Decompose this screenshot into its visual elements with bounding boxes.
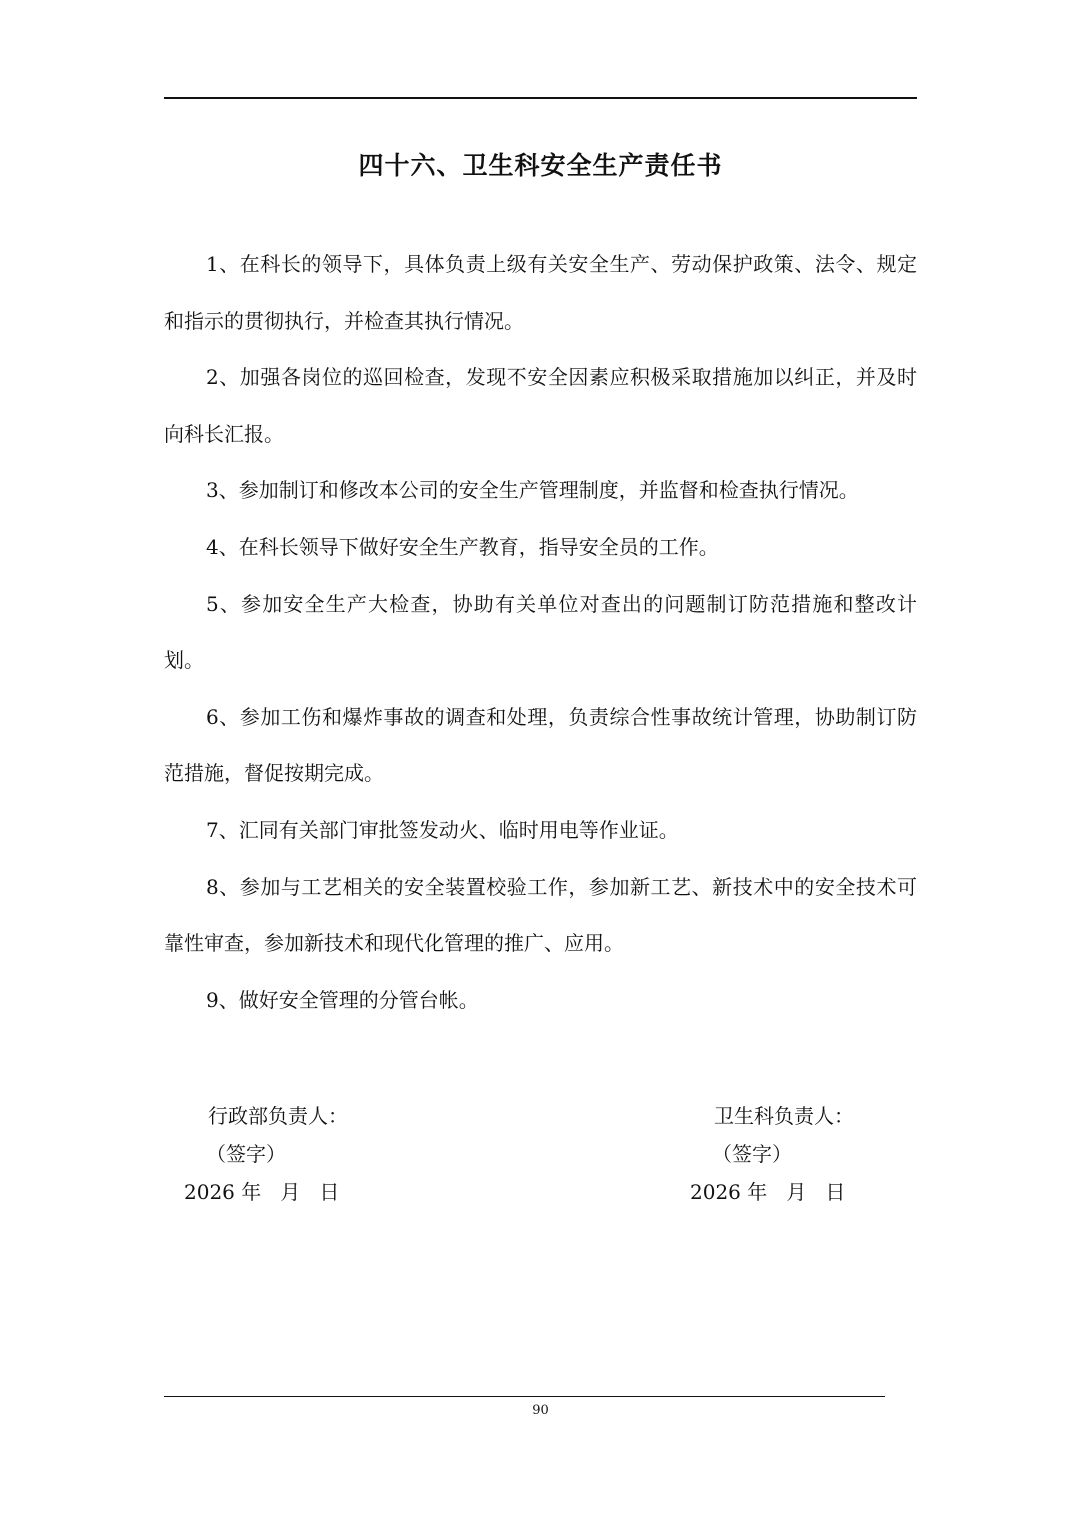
signature-role-health: 卫生科负责人： <box>714 1104 854 1128</box>
signature-role-admin: 行政部负责人： <box>208 1104 348 1128</box>
responsibility-item-1: 1、在科长的领导下，具体负责上级有关安全生产、劳动保护政策、法令、规定和指示的贯彻执行，并检查其执行情况。 <box>164 252 917 333</box>
page-number: 90 <box>532 1403 549 1418</box>
responsibility-item-8: 8、参加与工艺相关的安全装置校验工作，参加新工艺、新技术中的安全技术可靠性审查，参加新技术和现代化管理的推广、应用。 <box>164 874 917 956</box>
responsibility-item-6: 6、参加工伤和爆炸事故的调查和处理，负责综合性事故统计管理，协助制订防范措施，督促按期完成。 <box>164 704 917 786</box>
responsibility-item-2: 2、加强各岗位的巡回检查，发现不安全因素应积极采取措施加以纠正，并及时向科长汇报。 <box>164 365 917 446</box>
document-title: 四十六、卫生科安全生产责任书 <box>358 151 723 180</box>
footer-rule <box>164 1396 885 1397</box>
signature-date-health: 2026 年 月 日 <box>690 1180 846 1204</box>
responsibility-item-9: 9、做好安全管理的分管台帐。 <box>206 987 479 1012</box>
responsibility-item-5: 5、参加安全生产大检查，协助有关单位对查出的问题制订防范措施和整改计划。 <box>164 591 917 673</box>
signature-note-health: （签字） <box>712 1142 792 1166</box>
responsibility-item-4: 4、在科长领导下做好安全生产教育，指导安全员的工作。 <box>206 534 719 559</box>
responsibility-item-3: 3、参加制订和修改本公司的安全生产管理制度，并监督和检查执行情况。 <box>206 478 859 503</box>
responsibility-item-7: 7、汇同有关部门审批签发动火、临时用电等作业证。 <box>206 817 679 842</box>
header-rule <box>164 97 917 99</box>
signature-note-admin: （签字） <box>206 1142 286 1166</box>
signature-block-admin <box>184 1097 348 1211</box>
responsibility-list <box>164 236 917 1028</box>
signature-block-health <box>690 1097 854 1211</box>
signature-date-admin: 2026 年 月 日 <box>184 1180 340 1204</box>
